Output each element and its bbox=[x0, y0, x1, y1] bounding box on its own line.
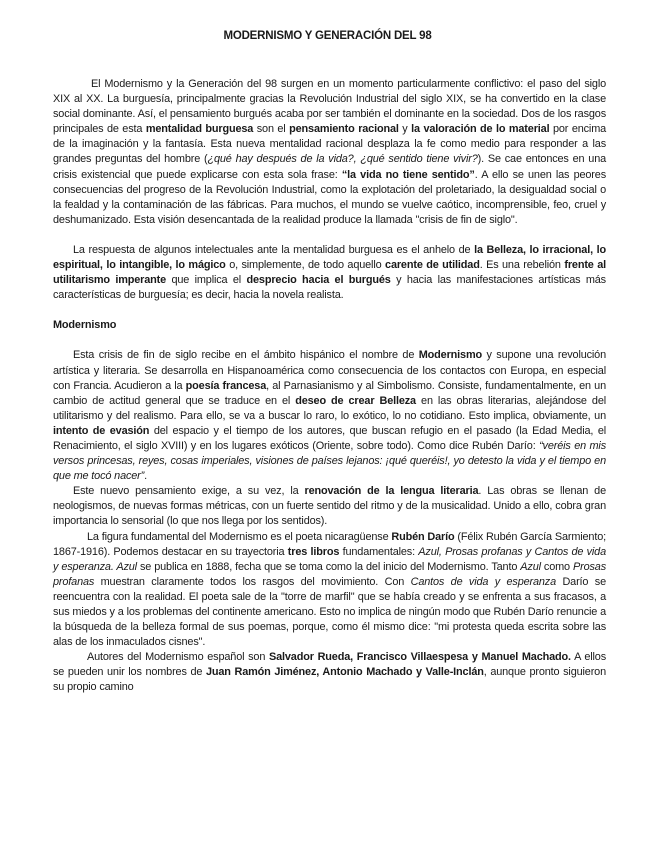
text-span: Esta crisis de fin de siglo recibe en el ámbito hispánico el nombre de bbox=[73, 349, 419, 362]
italic-text: Azul, Prosas profanas y Cantos de vida y esperanza. Azul bbox=[53, 545, 606, 573]
bold-text: carente de utilidad bbox=[385, 259, 480, 272]
text-span: son el bbox=[253, 123, 290, 136]
text-span: fundamentales: bbox=[339, 545, 419, 558]
text-span: , aunque pronto siguieron su propio camino bbox=[53, 666, 606, 694]
text-span: El Modernismo y la Generación del 98 surgen en un momento particularmente conflictivo: el paso del siglo XIX al XX. La burguesía, principalmente gracias la Revolución Industrial del siglo XIX, se ha convertido en la clase social dominante. Así, el pensamiento burgués acaba por ser también el dominante en la sociedad. Dos de los rasgos principales de esta bbox=[53, 78, 606, 136]
text-span: Darío se reencuentra con la realidad. El poeta sale de la "torre de marfil" que se había creado y se enfrenta a sus fracasos, a sus miedos y a los problemas del continente americano. Esto no implica de ningún modo que Rubén Darío renuncie a la búsqueda de la belleza formal de sus poemas, porque, como él mismo dice: "mi protesta queda escrita sobre las alas de los inmaculados cisnes". bbox=[53, 575, 606, 649]
italic-text: Azul bbox=[520, 560, 541, 573]
text-span: Autores del Modernismo español son bbox=[87, 651, 269, 664]
paragraph-language bbox=[53, 484, 606, 529]
bold-text: Modernismo bbox=[418, 349, 482, 362]
text-span: Este nuevo pensamiento exige, a su vez, la bbox=[73, 485, 305, 498]
paragraph-response bbox=[53, 243, 606, 303]
section-heading: Modernismo bbox=[53, 319, 117, 332]
document-body bbox=[53, 77, 606, 696]
text-span: muestran claramente todos los rasgos del movimiento. Con bbox=[94, 575, 411, 588]
text-span: . Las obras se llenan de neologismos, de nuevas formas métricas, con un fuerte sentido del ritmo y de la musicalidad. Unido a ello, cobra gran importancia lo sensorial (lo que nos llega por los sentidos). bbox=[53, 485, 606, 528]
text-span: en las obras literarias, alejándose del utilitarismo y del realismo. Para ello, se va a buscar lo raro, lo exótico, lo no cotidiano. Esto implica, obviamente, un bbox=[53, 394, 606, 422]
bold-text: Rubén Darío bbox=[391, 530, 455, 543]
bold-text: intento de evasión bbox=[53, 424, 150, 437]
bold-text: Salvador Rueda, Francisco Villaespesa y Manuel Machado. bbox=[269, 651, 571, 664]
text-span: . Es una rebelión bbox=[479, 259, 565, 272]
bold-text: poesía francesa bbox=[185, 379, 267, 392]
text-span: A ellos se pueden unir los nombres de bbox=[53, 651, 607, 679]
text-span: del espacio y el tiempo de los autores, que buscan refugio en el pasado (la Edad Media, el Renacimiento, el siglo XVIII) y en los lugares exóticos (Oriente, sobre todo). Como dice Rubén Darío: bbox=[53, 424, 606, 452]
bold-text: frente al utilitarismo imperante bbox=[53, 259, 607, 287]
paragraph-ruben-dario bbox=[53, 530, 606, 651]
bold-text: tres libros bbox=[287, 545, 340, 558]
paragraph-intro bbox=[53, 77, 606, 228]
bold-text: deseo de crear Belleza bbox=[295, 394, 416, 407]
text-span: (Félix Rubén García Sarmiento; 1867-1916). Podemos destacar en su trayectoria bbox=[53, 530, 607, 558]
italic-quote: “veréis en mis versos princesas, reyes, cosas imperiales, visiones de países lejanos: ¡qué queréis!, yo detesto la vida y el tiempo en que me tocó nacer” bbox=[53, 439, 606, 483]
text-span: o, simplemente, de todo aquello bbox=[225, 259, 386, 272]
italic-text: Cantos de vida y esperanza bbox=[410, 575, 557, 588]
bold-text: la Belleza, lo irracional, lo espiritual, lo intangible, lo mágico bbox=[53, 243, 606, 272]
text-span: se publica en 1888, fecha que se toma como la del inicio del Modernismo. Tanto bbox=[136, 560, 521, 573]
bold-text: pensamiento racional bbox=[289, 123, 399, 136]
text-span: . A ello se unen las peores consecuencias del progreso de la Revolución Industrial, como la explotación del proletariado, la desigualdad social o la fealdad y la contaminación de las fábricas. Para muchos, el mundo se vuelve caótico, incomprensible, feo, cruel y deshumanizado. Esta visión desencantada de la realidad produce la llamada "crisis de fin de siglo". bbox=[53, 168, 606, 226]
text-span: como bbox=[540, 560, 573, 573]
text-span: , al Parnasianismo y al Simbolismo. Consiste, fundamentalmente, en un cambio de actitud general que se traduce en el bbox=[53, 379, 606, 407]
paragraph-spanish-authors bbox=[53, 650, 606, 695]
bold-text: “la vida no tiene sentido” bbox=[341, 168, 475, 181]
italic-text: Prosas profanas bbox=[53, 560, 606, 588]
bold-text: la valoración de lo material bbox=[411, 123, 550, 136]
bold-text: renovación de la lengua literaria bbox=[304, 485, 479, 498]
bold-text: desprecio hacia el burgués bbox=[246, 274, 391, 287]
text-span: por encima de la imaginación y la fantasía. Esta nueva mentalidad racional desplaza la fe como medio para responder a las grandes preguntas del hombre ( bbox=[53, 123, 607, 166]
text-span: que implica el bbox=[166, 274, 247, 287]
bold-text: mentalidad burguesa bbox=[145, 123, 254, 136]
text-span: y hacia las manifestaciones artísticas más características de burguesía; es decir, hacia la novela realista. bbox=[53, 274, 606, 302]
paragraph-crisis bbox=[53, 348, 606, 484]
page-title: MODERNISMO Y GENERACIÓN DEL 98 bbox=[223, 30, 432, 42]
text-span: La figura fundamental del Modernismo es el poeta nicaragüense bbox=[87, 530, 392, 543]
text-span: . bbox=[144, 470, 148, 483]
bold-text: Juan Ramón Jiménez, Antonio Machado y Valle-Inclán bbox=[205, 666, 484, 679]
italic-text: ¿qué hay después de la vida?, ¿qué sentido tiene vivir? bbox=[207, 153, 478, 166]
text-span: ). Se cae entonces en una crisis existencial que puede explicarse con esta sola frase: bbox=[53, 153, 607, 181]
text-span: y supone una revolución artística y literaria. Se desarrolla en Hispanoamérica como consecuencia de los contactos con Europa, en especial con Francia. Acudieron a la bbox=[53, 349, 606, 392]
text-span: La respuesta de algunos intelectuales ante la mentalidad burguesa es el anhelo de bbox=[73, 243, 475, 256]
text-span: y bbox=[398, 123, 412, 136]
